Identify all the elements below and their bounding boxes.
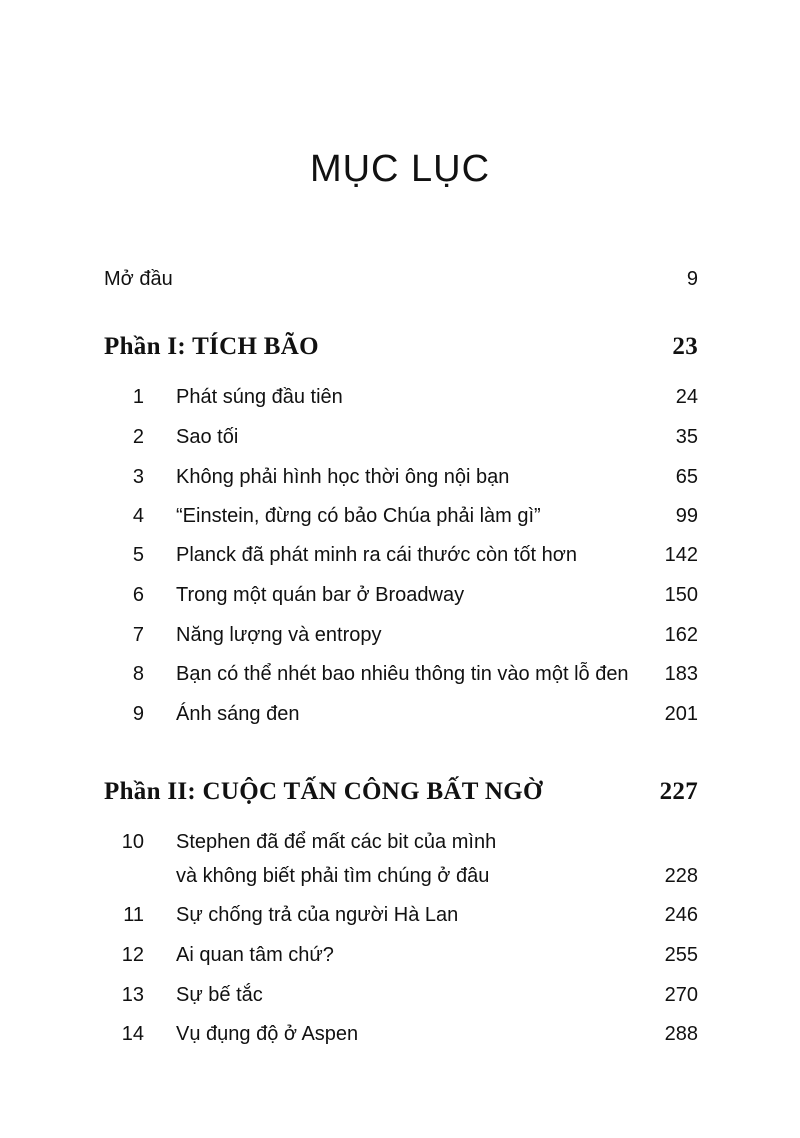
chapter-page: 183: [664, 663, 698, 685]
toc-chapter: [104, 539, 698, 571]
toc-part-1: [104, 331, 698, 363]
toc-chapter: [104, 1018, 698, 1050]
chapter-page: 288: [664, 1023, 698, 1045]
toc-chapter: [104, 826, 698, 898]
part-page: 227: [659, 778, 698, 805]
chapter-number: 14: [121, 1023, 144, 1045]
toc-chapter: [104, 461, 698, 493]
toc-chapter: [104, 939, 698, 971]
toc-entry-page: 9: [686, 268, 698, 290]
chapter-page: 246: [664, 904, 698, 926]
chapter-number: 8: [132, 663, 144, 685]
chapter-number: 2: [132, 426, 144, 448]
chapter-title: Ai quan tâm chứ?: [176, 944, 334, 966]
chapter-title: Ánh sáng đen: [176, 703, 300, 725]
toc-chapter: [104, 381, 698, 413]
chapter-title: “Einstein, đừng có bảo Chúa phải làm gì”: [176, 505, 541, 527]
chapter-title: Planck đã phát minh ra cái thước còn tốt hơn: [176, 544, 577, 566]
part-label: Phần II: CUỘC TẤN CÔNG BẤT NGỜ: [104, 778, 543, 805]
chapter-page: 201: [664, 703, 698, 725]
chapter-page: 24: [675, 386, 698, 408]
chapter-title: Stephen đã để mất các bit của mình: [176, 831, 497, 853]
part-label: Phần I: TÍCH BÃO: [104, 333, 319, 360]
toc-part-2: [104, 776, 698, 808]
chapter-number: 9: [132, 703, 144, 725]
toc-entry-intro: [104, 263, 698, 295]
chapter-title: Phát súng đầu tiên: [176, 386, 343, 408]
chapter-number: 3: [132, 466, 144, 488]
chapter-number: 1: [132, 386, 144, 408]
chapter-title: Vụ đụng độ ở Aspen: [176, 1023, 359, 1045]
chapter-title: Không phải hình học thời ông nội bạn: [176, 466, 510, 488]
chapter-page: 255: [664, 944, 698, 966]
toc-chapter: [104, 979, 698, 1011]
chapter-page: 65: [675, 466, 698, 488]
chapter-page: 35: [675, 426, 698, 448]
chapter-title: Trong một quán bar ở Broadway: [176, 584, 465, 606]
chapter-number: 7: [132, 624, 144, 646]
toc-chapter: [104, 421, 698, 453]
chapter-title: Năng lượng và entropy: [176, 624, 382, 646]
chapter-number: 10: [121, 831, 144, 853]
chapter-title: Bạn có thể nhét bao nhiêu thông tin vào một lỗ đen: [176, 663, 629, 685]
toc-chapter: [104, 698, 698, 730]
chapter-number: 13: [121, 984, 144, 1006]
chapter-page: 150: [664, 584, 698, 606]
chapter-number: 4: [132, 505, 144, 527]
chapter-number: 11: [123, 904, 144, 926]
chapter-number: 12: [121, 944, 144, 966]
toc-entry-label: Mở đầu: [104, 268, 173, 290]
chapter-title: Sự bế tắc: [176, 984, 263, 1006]
toc-chapter: [104, 658, 698, 690]
toc-chapter: [104, 500, 698, 532]
chapter-page: 99: [675, 505, 698, 527]
part-page: 23: [672, 333, 698, 360]
chapter-page: 228: [664, 865, 698, 887]
chapter-page: 142: [664, 544, 698, 566]
toc-chapter: [104, 899, 698, 931]
chapter-title: Sao tối: [176, 426, 239, 448]
chapter-page: 162: [664, 624, 698, 646]
toc-chapter: [104, 579, 698, 611]
chapter-number: 6: [132, 584, 144, 606]
chapter-page: 270: [664, 984, 698, 1006]
page-title: MỤC LỤC: [309, 148, 491, 190]
chapter-title: Sự chống trả của người Hà Lan: [176, 904, 459, 926]
chapter-number: 5: [132, 544, 144, 566]
toc-chapter: [104, 619, 698, 651]
chapter-title-line2: và không biết phải tìm chúng ở đâu: [176, 865, 490, 887]
